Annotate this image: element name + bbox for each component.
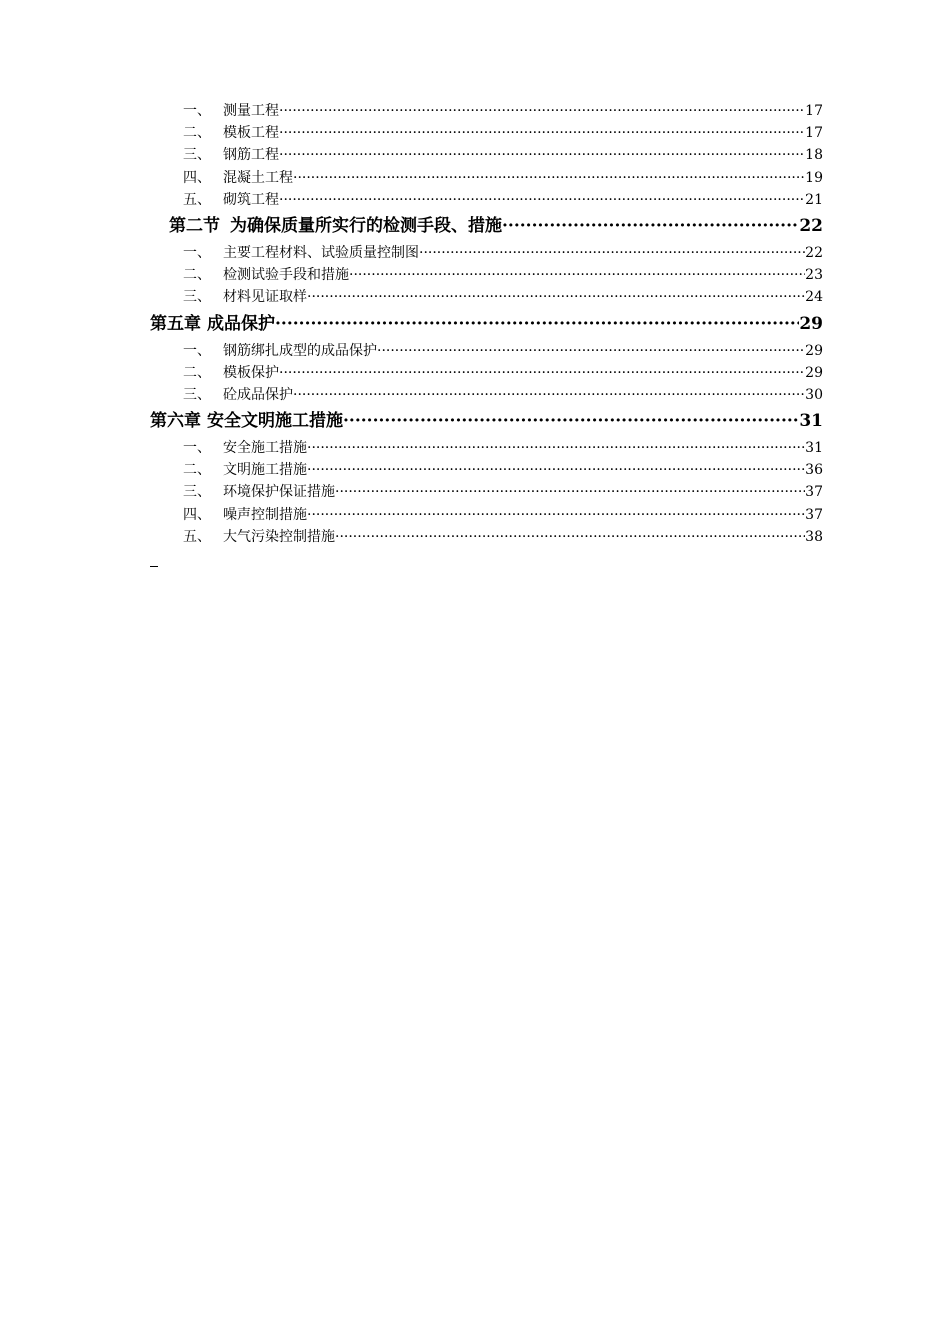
toc-entry-number: 五、 [183, 528, 211, 545]
toc-entry-title: 大气污染控制措施 [223, 528, 335, 545]
toc-entry-title: 环境保护保证措施 [223, 484, 335, 501]
toc-entry-number: 二、 [183, 125, 211, 142]
toc-dot-leader [307, 437, 805, 459]
toc-entry-number: 五、 [183, 191, 211, 208]
toc-entry-page: 38 [805, 528, 823, 545]
toc-dot-leader [307, 286, 805, 308]
toc-dot-leader [279, 122, 805, 144]
toc-entry-title: 模板工程 [223, 125, 279, 142]
toc-entry-title: 砌筑工程 [223, 191, 279, 208]
toc-entry[interactable] [150, 362, 823, 384]
toc-entry[interactable] [150, 167, 823, 189]
toc-dot-leader [349, 264, 805, 286]
toc-entry-title: 检测试验手段和措施 [223, 267, 349, 284]
toc-chapter-entry[interactable] [150, 406, 823, 437]
toc-entry-page: 19 [805, 169, 823, 186]
toc-entry-title: 砼成品保护 [223, 386, 293, 403]
toc-entry[interactable] [150, 481, 823, 503]
toc-entry[interactable] [150, 189, 823, 211]
toc-entry[interactable] [150, 340, 823, 362]
toc-entry-number: 二、 [183, 462, 211, 479]
toc-chapter-number: 第五章 [150, 313, 201, 334]
toc-entry-number: 一、 [183, 103, 211, 119]
toc-entry[interactable] [150, 144, 823, 166]
toc-dot-leader [275, 309, 799, 340]
toc-entry-number: 三、 [183, 484, 211, 501]
toc-entry-page: 22 [805, 244, 823, 261]
toc-section-entry[interactable] [150, 211, 823, 242]
toc-entry-number: 一、 [183, 244, 211, 261]
toc-entry-page: 17 [805, 125, 823, 142]
text-cursor-mark [150, 566, 158, 567]
toc-entry-page: 29 [805, 342, 823, 359]
toc-dot-leader [307, 459, 805, 481]
toc-entry[interactable] [150, 526, 823, 548]
toc-entry[interactable] [150, 459, 823, 481]
toc-entry-title: 噪声控制措施 [223, 506, 307, 523]
toc-entry-number: 一、 [183, 440, 211, 457]
toc-entry-title: 安全施工措施 [223, 440, 307, 457]
toc-entry-page: 17 [805, 103, 823, 119]
toc-entry-number: 二、 [183, 364, 211, 381]
toc-entry-title: 测量工程 [223, 103, 279, 119]
toc-entry[interactable] [150, 264, 823, 286]
toc-entry-page: 37 [805, 484, 823, 501]
toc-entry-page: 23 [805, 267, 823, 284]
toc-dot-leader [279, 362, 805, 384]
toc-entry-page: 30 [805, 386, 823, 403]
toc-entry-title: 模板保护 [223, 364, 279, 381]
toc-chapter-title: 安全文明施工措施 [207, 411, 343, 432]
toc-entry-title: 钢筋绑扎成型的成品保护 [223, 342, 377, 359]
toc-section-number: 第二节 [169, 215, 220, 236]
toc-entry[interactable] [150, 100, 823, 122]
toc-dot-leader [419, 242, 805, 264]
toc-entry-number: 四、 [183, 169, 211, 186]
toc-dot-leader [293, 384, 805, 406]
toc-chapter-title: 成品保护 [207, 313, 275, 334]
toc-dot-leader [377, 340, 805, 362]
toc-entry-number: 一、 [183, 342, 211, 359]
toc-section-page: 22 [799, 215, 823, 236]
toc-entry-page: 21 [805, 191, 823, 208]
toc-entry[interactable] [150, 504, 823, 526]
table-of-contents [150, 100, 823, 548]
toc-entry-page: 24 [805, 289, 823, 306]
toc-entry-number: 四、 [183, 506, 211, 523]
toc-dot-leader [307, 504, 805, 526]
toc-entry-page: 31 [805, 440, 823, 457]
toc-entry-title: 钢筋工程 [223, 147, 279, 164]
toc-entry[interactable] [150, 242, 823, 264]
toc-dot-leader [335, 526, 805, 548]
toc-dot-leader [279, 144, 805, 166]
toc-entry[interactable] [150, 437, 823, 459]
toc-entry-number: 三、 [183, 147, 211, 164]
toc-chapter-entry[interactable] [150, 309, 823, 340]
toc-entry[interactable] [150, 384, 823, 406]
toc-dot-leader [502, 211, 799, 242]
toc-entry-page: 36 [805, 462, 823, 479]
toc-entry-number: 二、 [183, 267, 211, 284]
toc-dot-leader [335, 481, 805, 503]
toc-entry-page: 29 [805, 364, 823, 381]
toc-entry-page: 37 [805, 506, 823, 523]
toc-entry-number: 三、 [183, 386, 211, 403]
toc-entry-number: 三、 [183, 289, 211, 306]
toc-entry-title: 文明施工措施 [223, 462, 307, 479]
toc-entry-title: 主要工程材料、试验质量控制图 [223, 244, 419, 261]
toc-section-title: 为确保质量所实行的检测手段、措施 [230, 215, 502, 236]
toc-dot-leader [279, 189, 805, 211]
toc-chapter-page: 29 [799, 313, 823, 334]
toc-chapter-number: 第六章 [150, 411, 201, 432]
toc-entry[interactable] [150, 286, 823, 308]
toc-dot-leader [293, 167, 805, 189]
toc-entry-page: 18 [805, 147, 823, 164]
toc-entry-title: 材料见证取样 [223, 289, 307, 306]
toc-dot-leader [279, 100, 805, 122]
toc-chapter-page: 31 [799, 411, 823, 432]
toc-dot-leader [343, 406, 799, 437]
toc-entry[interactable] [150, 122, 823, 144]
toc-entry-title: 混凝土工程 [223, 169, 293, 186]
